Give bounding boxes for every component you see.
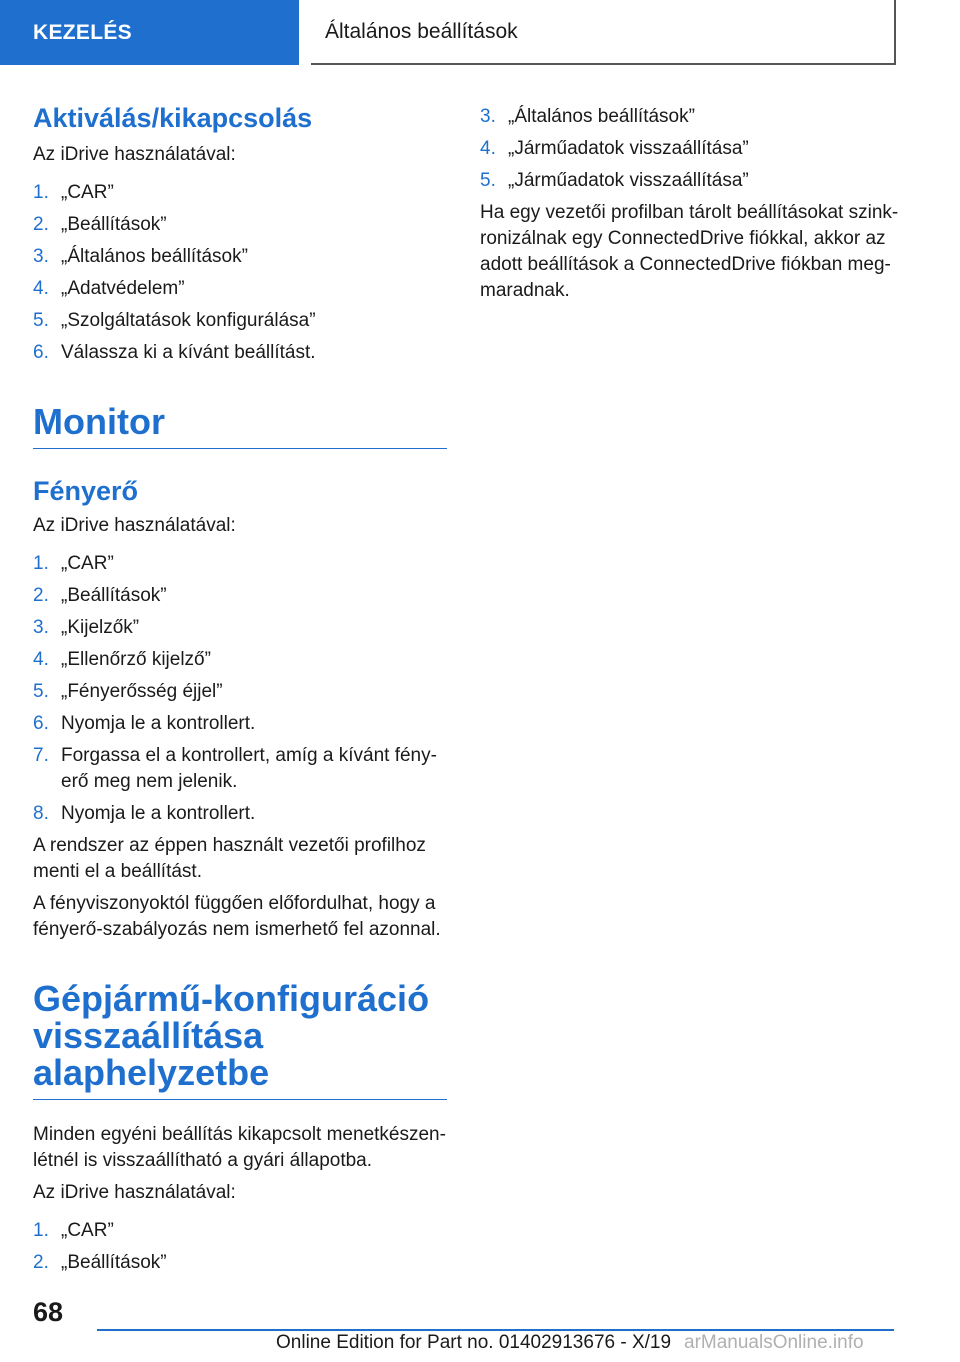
monitor-heading: Monitor: [33, 403, 447, 449]
chapter-header: [311, 0, 896, 65]
activation-heading: Aktiválás/kikapcsolás: [33, 103, 313, 133]
watermark: arManualsOnline.info: [684, 1332, 864, 1353]
list-item: 4. „Adatvédelem”: [33, 278, 185, 299]
list-item: 2. „Beállítások”: [33, 214, 167, 235]
reset-steps-continued: [480, 104, 900, 194]
activation-intro: Az iDrive használatával:: [33, 144, 236, 165]
edition-text: Online Edition for Part no. 01402913676 - X/19: [276, 1332, 672, 1353]
brightness-note-profile: A rendszer az éppen használt vezetői profilhoz menti el a beállítást.: [33, 835, 426, 882]
section-tab: [0, 0, 299, 65]
reset-intro: Az iDrive használatával:: [33, 1182, 236, 1203]
list-item: 6. Nyomja le a kontrollert.: [33, 713, 256, 734]
page-number: 68: [33, 1297, 64, 1327]
sync-note: Ha egy vezetői profilban tárolt beállításokat szinkronizálnak egy ConnectedDrive fiókkal, akkor az adott beállítások a ConnectedDrive fiókban megmaradnak.: [480, 202, 899, 301]
footer-divider: [97, 1329, 894, 1331]
left-column: [33, 100, 447, 1276]
right-column: [480, 104, 900, 304]
brightness-heading: Fényerő: [33, 476, 139, 506]
reset-steps: [33, 1218, 447, 1276]
list-item: 5. „Fényerősség éjjel”: [33, 681, 223, 702]
list-item: 2. „Beállítások”: [33, 585, 167, 606]
list-item: 5. „Járműadatok visszaállítása”: [480, 170, 749, 191]
list-item: 5. „Szolgáltatások konfigurálása”: [33, 310, 316, 331]
reset-heading: Gépjármű-konfiguráció visszaállítása alaphelyzetbe: [33, 980, 447, 1100]
chapter-title: Általános beállítások: [325, 19, 518, 43]
list-item: 3. „Általános beállítások”: [33, 246, 248, 267]
activation-steps: [33, 180, 447, 366]
brightness-steps: [33, 551, 447, 827]
list-item: 6. Válassza ki a kívánt beállítást.: [33, 342, 316, 363]
list-item: 4. „Ellenőrző kijelző”: [33, 649, 211, 670]
list-item: 1. „CAR”: [33, 553, 114, 574]
section-title: KEZELÉS: [33, 20, 132, 44]
list-item: 1. „CAR”: [33, 182, 114, 203]
brightness-note-light: A fényviszonyoktól függően előfordulhat, hogy a fényerő-szabályozás nem ismerhető fel azonnal.: [33, 893, 441, 940]
reset-text: Minden egyéni beállítás kikapcsolt menetkészenlétnél is visszaállítható a gyári állapotba.: [33, 1124, 446, 1171]
list-item: 2. „Beállítások”: [33, 1252, 167, 1273]
list-item: 7. Forgassa el a kontrollert, amíg a kívánt fényerő meg nem jelenik.: [33, 745, 437, 792]
list-item: 1. „CAR”: [33, 1220, 114, 1241]
list-item: 3. „Általános beállítások”: [480, 106, 695, 127]
list-item: 8. Nyomja le a kontrollert.: [33, 803, 256, 824]
brightness-intro: Az iDrive használatával:: [33, 515, 236, 536]
list-item: 3. „Kijelzők”: [33, 617, 140, 638]
list-item: 4. „Járműadatok visszaállítása”: [480, 138, 749, 159]
